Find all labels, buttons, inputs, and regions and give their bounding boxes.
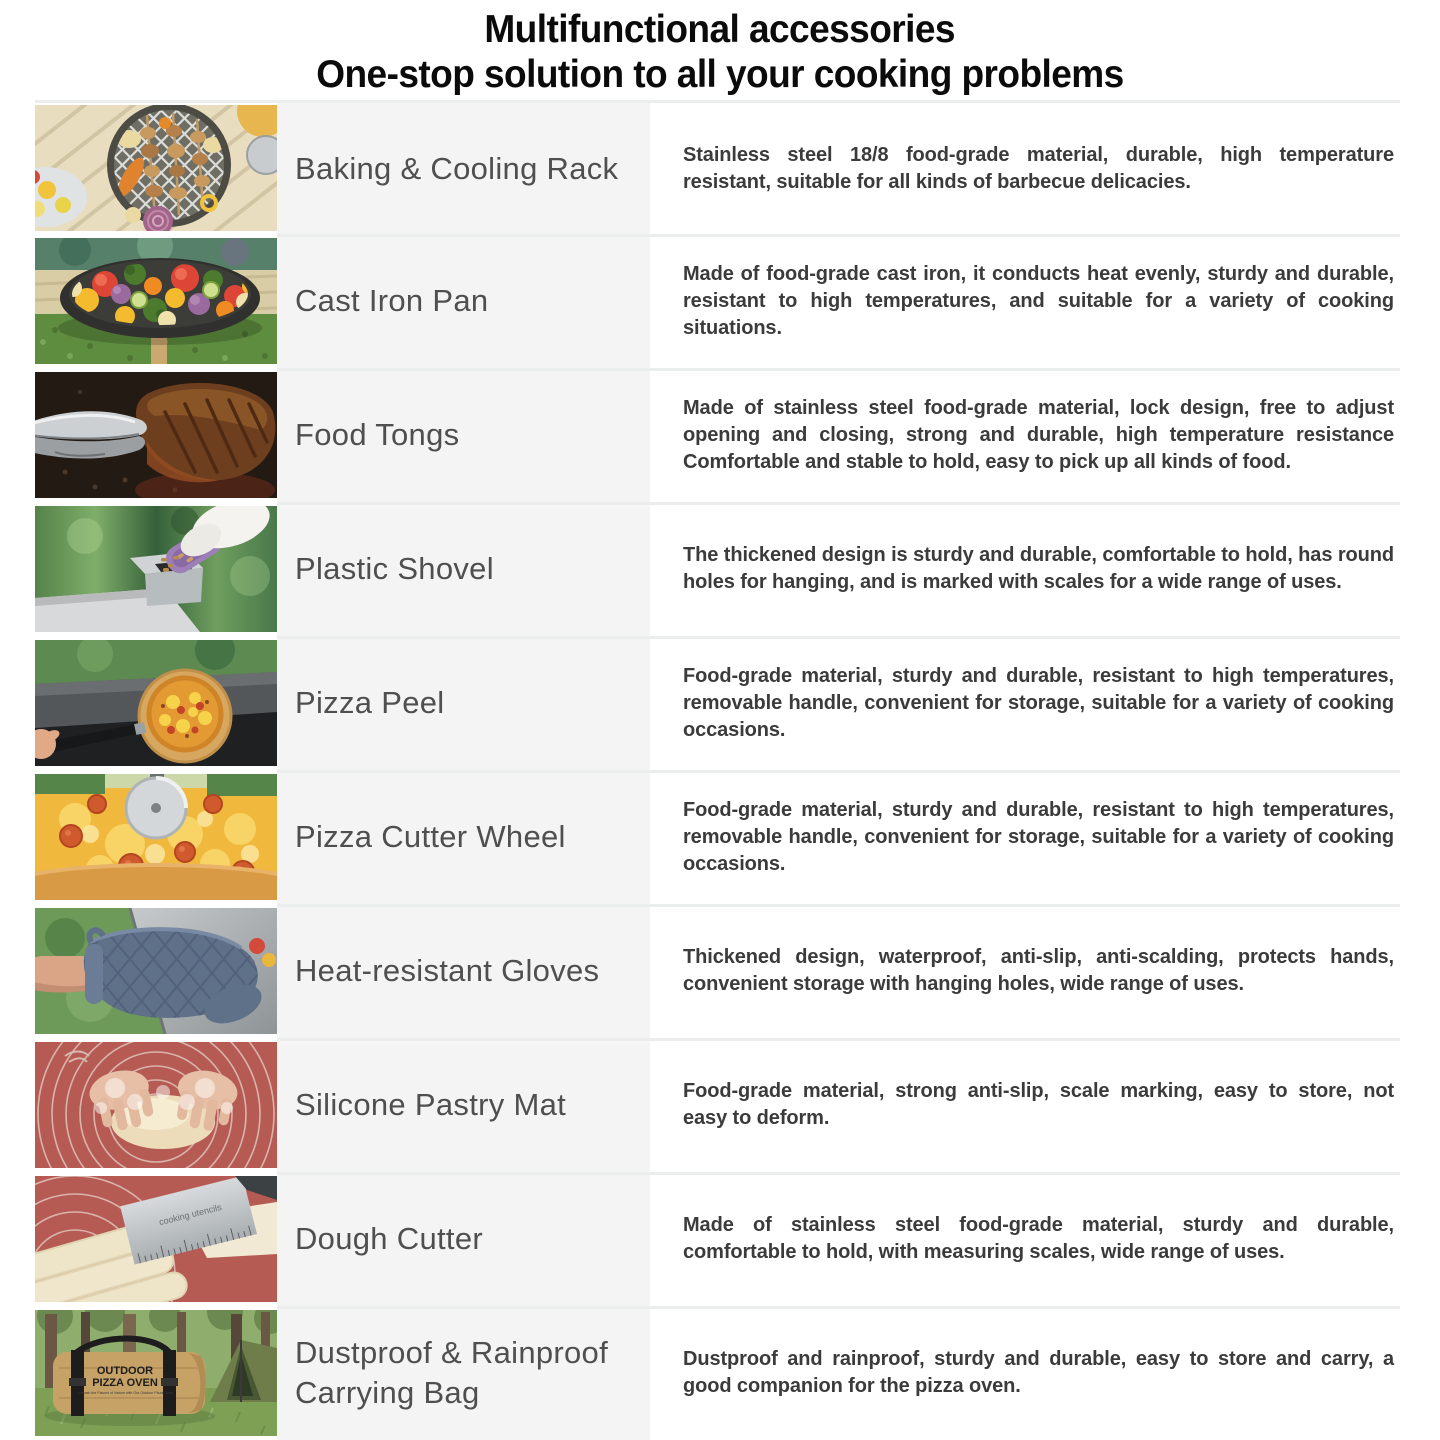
accessory-name: Heat-resistant Gloves (295, 953, 600, 988)
bag-label-line2: PIZZA OVEN (92, 1377, 158, 1389)
accessory-description-cell (650, 1038, 1400, 1172)
accessory-name: Plastic Shovel (295, 551, 494, 586)
baking-cooling-rack-photo (35, 105, 277, 231)
cast-iron-pan-photo (35, 238, 277, 364)
accessory-name: Baking & Cooling Rack (295, 150, 619, 186)
bag-label-line1: OUTDOOR (96, 1365, 154, 1377)
accessory-name: Food Tongs (295, 417, 460, 452)
accessory-description-cell (650, 770, 1400, 904)
accessory-name: Silicone Pastry Mat (295, 1087, 567, 1122)
accessory-description: Made of food-grade cast iron, it conducts heat evenly, sturdy and durable, resistant to high temperatures, and suitable for a variety of cooking situations. (683, 262, 1394, 339)
silicone-pastry-mat-photo (35, 1042, 277, 1168)
accessory-row (35, 234, 1400, 368)
accessory-description-cell (650, 103, 1400, 234)
accessory-description-cell (650, 1306, 1400, 1440)
accessory-description: Food-grade material, sturdy and durable, resistant to high temperatures, removable handle, convenient for storage, suitable for a variety of cooking occasions. (683, 798, 1394, 875)
accessory-name-cell (277, 103, 650, 234)
food-tongs-photo (35, 372, 277, 498)
accessory-name-cell (277, 368, 650, 502)
accessory-row (35, 904, 1400, 1038)
accessory-row (35, 368, 1400, 502)
accessory-name-cell (277, 502, 650, 636)
accessory-name-cell (277, 904, 650, 1038)
accessory-row (35, 636, 1400, 770)
pizza-peel-photo (35, 640, 277, 766)
page-header (0, 0, 1440, 100)
accessory-description: Thickened design, waterproof, anti-slip, anti-scalding, protects hands, convenient storage with hanging holes, wide range of uses. (683, 946, 1394, 995)
accessory-name: Dough Cutter (295, 1221, 483, 1256)
accessory-description-cell (650, 904, 1400, 1038)
accessory-name-cell (277, 1172, 650, 1306)
accessory-description: Made of stainless steel food-grade material, lock design, free to adjust opening and closing, strong and durable, high temperature resistance Comfortable and stable to hold, easy to pick up all kinds of food. (683, 396, 1394, 473)
accessory-name: Pizza Peel (295, 685, 445, 720)
accessory-name-cell (277, 1038, 650, 1172)
bag-tagline: Unleash the Flavors of Nature with Our Outdoor Pizza Oven (77, 1391, 173, 1395)
accessory-row (35, 1038, 1400, 1172)
accessory-description: Dustproof and rainproof, sturdy and durable, easy to store and carry, a good companion for the pizza oven. (683, 1348, 1394, 1397)
accessory-description-cell (650, 502, 1400, 636)
accessory-row (35, 502, 1400, 636)
accessory-name: Cast Iron Pan (295, 283, 489, 318)
accessory-row (35, 770, 1400, 904)
accessory-description-cell (650, 1172, 1400, 1306)
accessory-row (35, 103, 1400, 234)
accessory-description: Stainless steel 18/8 food-grade material, durable, high temperature resistant, suitable for all kinds of barbecue delicacies. (683, 143, 1394, 193)
page-subtitle: One-stop solution to all your cooking problems (316, 53, 1124, 96)
accessory-row (35, 1306, 1400, 1440)
accessory-name-cell (277, 770, 650, 904)
dough-cutter-engraving: cooking utencils (157, 1201, 223, 1228)
carrying-bag-photo (35, 1310, 277, 1436)
accessory-name-cell (277, 234, 650, 368)
accessory-name-cell (277, 636, 650, 770)
accessory-name: Dustproof & Rainproof Carrying Bag (295, 1335, 609, 1410)
accessory-row (35, 1172, 1400, 1306)
accessory-description-cell (650, 368, 1400, 502)
accessory-description: Food-grade material, sturdy and durable, resistant to high temperatures, removable handle, convenient for storage, suitable for a variety of cooking occasions. (683, 664, 1394, 741)
dough-cutter-photo (35, 1176, 277, 1302)
page-title: Multifunctional accessories (484, 8, 956, 51)
accessory-description: Food-grade material, strong anti-slip, scale marking, easy to store, not easy to deform. (683, 1080, 1394, 1129)
pizza-cutter-wheel-photo (35, 774, 277, 900)
accessory-description-cell (650, 636, 1400, 770)
accessory-name-cell (277, 1306, 650, 1440)
accessory-table (35, 100, 1400, 1440)
heat-resistant-gloves-photo (35, 908, 277, 1034)
accessory-name: Pizza Cutter Wheel (295, 819, 566, 854)
accessory-description-cell (650, 234, 1400, 368)
accessory-description: The thickened design is sturdy and durable, comfortable to hold, has round holes for hanging, and is marked with scales for a wide range of uses. (683, 544, 1394, 593)
accessory-description: Made of stainless steel food-grade material, sturdy and durable, comfortable to hold, with measuring scales, wide range of uses. (683, 1214, 1394, 1263)
plastic-shovel-photo (35, 506, 277, 632)
